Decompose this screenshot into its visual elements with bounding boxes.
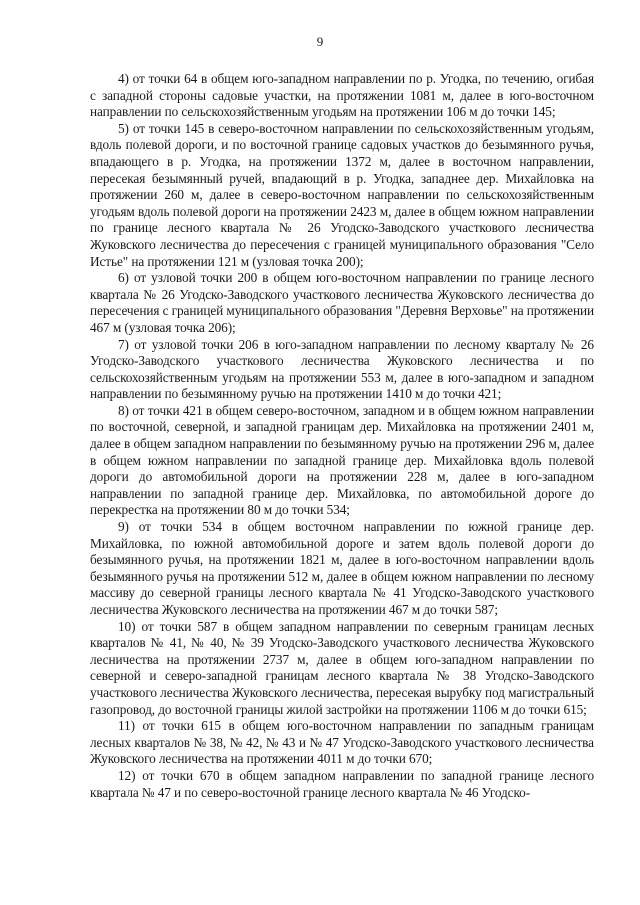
paragraph-item-10: 10) от точки 587 в общем западном направлении по северным границам лесных кварталов № 41, № 40, № 39 Угодско-Заводского участкового лесничества Жуковского лесничества на протяжении 2737 м, далее в общем юго-западном направлении по северной и северо-западной границам лесного квартала № 38 Угодско-Заводского участкового лесничества Жуковского лесничества, пересекая вырубку под магистральный газопровод, до восточной границы жилой застройки на протяжении 1106 м до точки 615; (90, 618, 594, 717)
paragraph-item-7: 7) от узловой точки 206 в юго-западном направлении по лесному кварталу № 26 Угодско-Заводского участкового лесничества Жуковского лесничества и по сельскохозяйственным угодьям на протяжении 553 м, далее в юго-западном и западном направлении по безымянному ручью на протяжении 1410 м до точки 421; (90, 336, 594, 402)
paragraph-item-8: 8) от точки 421 в общем северо-восточном, западном и в общем южном направлении по восточной, северной, и западной границам дер. Михайловка на протяжении 2401 м, далее в общем западном направлении по безымянному ручью на протяжении 296 м, далее в общем южном направлении по западной границе дер. Михайловка вдоль полевой дороги до автомобильной дороги на протяжении 228 м, далее в юго-западном направлении по западной границе дер. Михайловка, по автомобильной дороге до перекрестка на протяжении 80 м до точки 534; (90, 402, 594, 518)
paragraph-item-4: 4) от точки 64 в общем юго-западном направлении по р. Угодка, по течению, огибая с западной стороны садовые участки, на протяжении 1081 м, далее в юго-восточном направлении по сельскохозяйственным угодьям на протяжении 106 м до точки 145; (90, 71, 594, 120)
paragraph-item-11: 11) от точки 615 в общем юго-восточном направлении по западным границам лесных кварталов № 38, № 42, № 43 и № 47 Угодско-Заводского участкового лесничества Жуковского лесничества на протяжении 4011 м до точки 670; (90, 718, 594, 767)
page-number: 9 (316, 34, 324, 49)
paragraph-item-9: 9) от точки 534 в общем восточном направлении по южной границе дер. Михайловка, по южной автомобильной дороге и затем вдоль полевой дороги до безымянного ручья, на протяжении 1821 м, далее в юго-восточном направлении вдоль безымянного ручья на протяжении 512 м, далее в общем южном направлении по лесному массиву до северной границы лесного квартала № 41 Угодско-Заводского участкового лесничества Жуковского лесничества на протяжении 467 м до точки 587; (90, 519, 594, 617)
paragraph-item-6: 6) от узловой точки 200 в общем юго-восточном направлении по границе лесного квартала № 26 Угодско-Заводского участкового лесничества Жуковского лесничества до пересечения с границей муниципального образования "Деревня Верховье" на протяжении 467 м (узловая точка 206); (90, 270, 594, 335)
paragraph-item-12: 12) от точки 670 в общем западном направлении по западной границе лесного квартала № 47 и по северо-восточной границе лесного квартала № 46 Угодско- (90, 767, 594, 800)
document-body (90, 71, 594, 801)
paragraph-item-5: 5) от точки 145 в северо-восточном направлении по сельскохозяйственным угодьям, вдоль полевой дороги, и по восточной границе садовых участков до безымянного ручья, впадающего в р. Угодка, на протяжении 1372 м, далее в восточном направлении, пересекая безымянный ручей, впадающий в р. Угодка, западнее дер. Михайловка на протяжении 260 м, далее в северо-восточном направлении по сельскохозяйственным угодьям вдоль полевой дороги на протяжении 2423 м, далее в общем южном направлении по границе лесного квартала № 26 Угодско-Заводского участкового лесничества Жуковского лесничества до пересечения с границей муниципального образования "Село Истье" на протяжении 121 м (узловая точка 200); (90, 120, 594, 269)
